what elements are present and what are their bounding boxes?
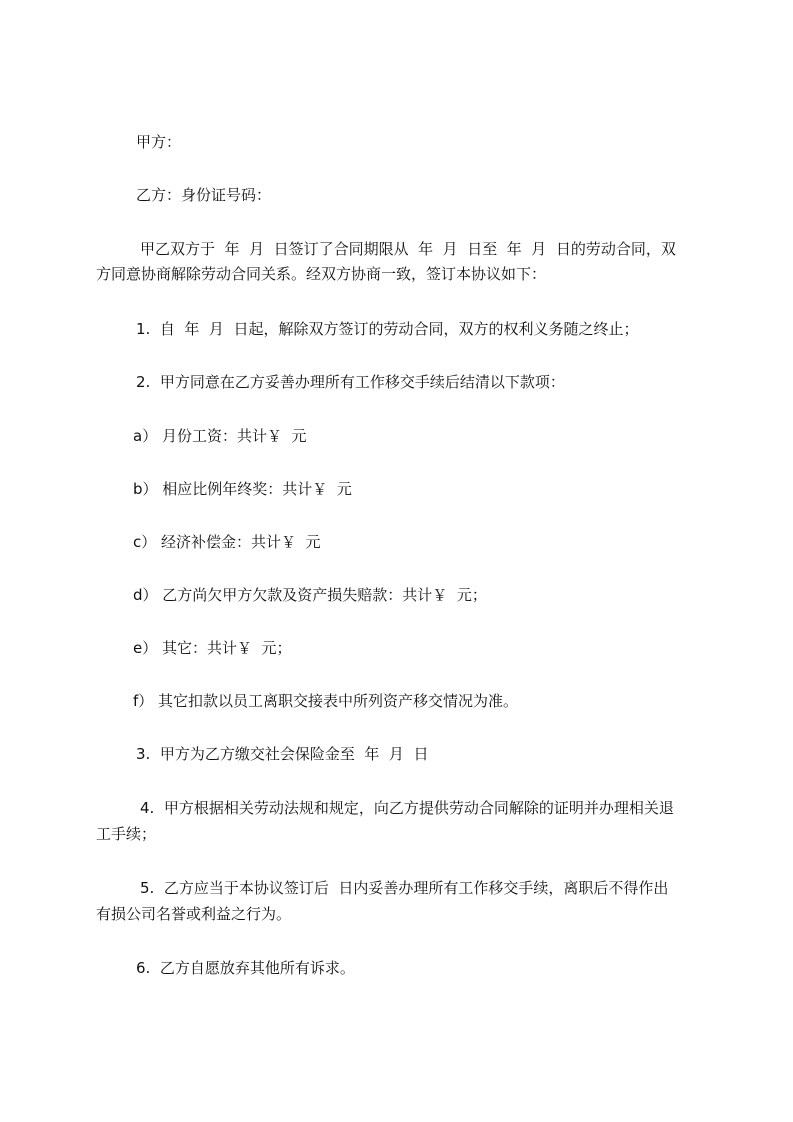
clause-2-item-b: b） 相应比例年终奖：共计￥ 元 xyxy=(133,480,352,498)
clause-5-line-2: 有损公司名誉或利益之行为。 xyxy=(96,905,292,923)
party-a-line: 甲方： xyxy=(136,133,182,151)
clause-1: 1. 自 年 月 日起，解除双方签订的劳动合同，双方的权利义务随之终止； xyxy=(136,320,639,338)
intro-paragraph-line-1: 甲乙双方于 年 月 日签订了合同期限从 年 月 日至 年 月 日的劳动合同，双 xyxy=(140,240,676,258)
clause-4-line-1: 4. 甲方根据相关劳动法规和规定，向乙方提供劳动合同解除的证明并办理相关退 xyxy=(140,799,674,817)
clause-6: 6. 乙方自愿放弃其他所有诉求。 xyxy=(136,959,355,977)
clause-4-line-2: 工手续； xyxy=(96,825,157,843)
clause-3: 3. 甲方为乙方缴交社会保险金至 年 月 日 xyxy=(136,745,429,763)
intro-paragraph-line-2: 方同意协商解除劳动合同关系。经双方协商一致，签订本协议如下： xyxy=(96,265,547,283)
clause-2: 2. 甲方同意在乙方妥善办理所有工作移交手续后结清以下款项： xyxy=(136,373,565,391)
clause-2-item-d: d） 乙方尚欠甲方欠款及资产损失赔款：共计￥ 元； xyxy=(133,586,487,604)
clause-2-item-a: a） 月份工资：共计￥ 元 xyxy=(133,427,307,445)
clause-2-item-f: f） 其它扣款以员工离职交接表中所列资产移交情况为准。 xyxy=(133,692,519,710)
party-b-line: 乙方：身份证号码： xyxy=(136,186,272,204)
clause-5-line-1: 5. 乙方应当于本协议签订后 日内妥善办理所有工作移交手续，离职后不得作出 xyxy=(140,879,669,897)
clause-2-item-e: e） 其它：共计￥ 元； xyxy=(133,639,292,657)
clause-2-item-c: c） 经济补偿金：共计￥ 元 xyxy=(133,533,321,551)
